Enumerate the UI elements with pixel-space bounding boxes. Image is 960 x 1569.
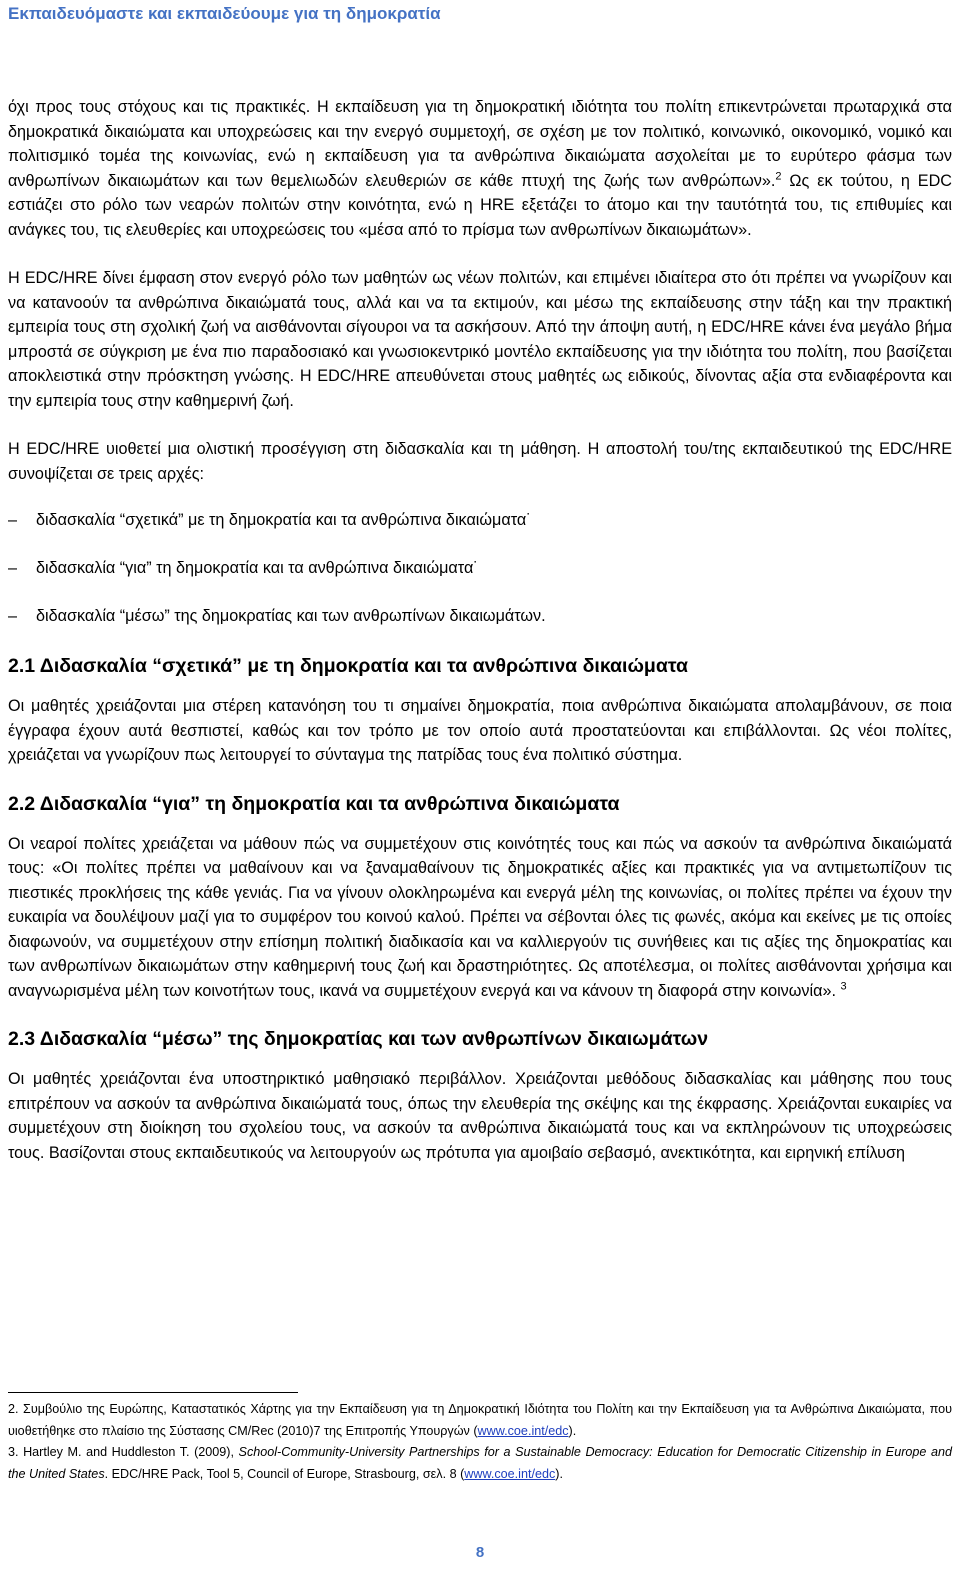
paragraph-1 <box>8 95 952 242</box>
footnotes <box>8 1392 952 1485</box>
footnote-3-title: School-Community-University Partnerships for a Sustainable Democracy: Education for Democratic Citizenship in Europe and the United States <box>8 1445 952 1481</box>
footnote-2-link[interactable]: www.coe.int/edc <box>477 1423 569 1438</box>
footnote-ref-2[interactable]: 2 <box>775 170 782 183</box>
footnote-separator <box>8 1392 298 1393</box>
page-content <box>8 95 952 1165</box>
section-2-1-text: Οι μαθητές χρειάζονται μια στέρεη κατανόηση του τι σημαίνει δημοκρατία, ποια ανθρώπινα δικαιώματα απολαμβάνουν, σε ποια έγγραφα έχουν αυτά θεσπιστεί, καθώς και τον τρόπο με τον οποίο αυτά προστατεύονται και επιβάλλονται. Ως νέοι πολίτες, χρειάζεται να γνωρίζουν πως λειτουργεί το σύνταγμα της πατρίδας τους ένα πολιτικό σύστημα. <box>8 697 952 764</box>
section-2-3-text: Οι μαθητές χρειάζονται ένα υποστηρικτικό μαθησιακό περιβάλλον. Χρειάζονται μεθόδους διδασκαλίας και μάθησης που τους επιτρέπουν να ασκούν τα ανθρώπινα δικαιώματά τους, όπως την ελευθερία της σκέψης και της έκφρασης. Χρειάζονται ευκαιρίες να συμμετέχουν στη διοίκηση του σχολείου τους, να ασκούν τα ανθρώπινα δικαιώματά τους και να εκπληρώνουν τις υποχρεώσεις τους. Βασίζονται στους εκπαιδευτικούς να λειτουργούν ως πρότυπα για αμοιβαίο σεβασμό, ανεκτικότητα, και ειρηνική επίλυση <box>8 1070 952 1162</box>
footnote-3: 3. Hartley M. and Huddleston T. (2009), School-Community-University Partnerships for a Sustainable Democracy: Education for Democratic Citizenship in Europe and the United States. EDC/HRE Pack, Tool 5, Council of Europe, Strasbourg, σελ. 8 (www.coe.int/edc). <box>8 1445 952 1481</box>
paragraph-1-text: όχι προς τους στόχους και τις πρακτικές. Η εκπαίδευση για τη δημοκρατική ιδιότητα του πολίτη επικεντρώνεται πρωταρχικά στα δημοκρατικά δικαιώματα και υποχρεώσεις και την ενεργό συμμετοχή, σε σχέση με τον πολιτικό, κοινωνικό, οικονομικό, νομικό και πολιτισμικό τομέα της κοινωνίας, ενώ η εκπαίδευση για τα ανθρώπινα δικαιώματα ασχολείται με το ευρύτερο φάσμα των ανθρωπίνων δικαιωμάτων και των θεμελιωδών ελευθεριών σε κάθε πτυχή της ζωής των ανθρώπων». <box>8 98 952 190</box>
paragraph-2: Η EDC/HRE δίνει έμφαση στον ενεργό ρόλο των μαθητών ως νέων πολιτών, και επιμένει ιδιαίτερα στο ότι πρέπει να γνωρίζουν και να κατανοούν τα ανθρώπινα δικαιώματά τους, αλλά και να τα εκτιμούν, και μέσω της εκπαίδευσης στην τάξη και την πρακτική εμπειρία τους στη σχολική ζωή να αισθάνονται σίγουροι να τα ασκήσουν. Από την άποψη αυτή, η EDC/HRE κάνει ένα μεγάλο βήμα μπροστά σε σύγκριση με ένα πιο παραδοσιακό και γνωσιοκεντρικό μοντέλο εκπαίδευσης για την ιδιότητα του πολίτη, που βασίζεται αποκλειστικά στην πρόσκτηση γνώσης. Η EDC/HRE απευθύνεται στους μαθητές ως ειδικούς, δίνοντας αξία στα ενδιαφέροντα και την εμπειρία τους στην καθημερινή ζωή. <box>8 269 952 410</box>
running-header: Εκπαιδευόμαστε και εκπαιδεύουμε για τη δημοκρατία <box>8 4 441 23</box>
section-heading-2-1: 2.1 Διδασκαλία “σχετικά” με τη δημοκρατία και τα ανθρώπινα δικαιώματα <box>8 655 688 677</box>
list-item: – διδασκαλία “για” τη δημοκρατία και τα ανθρώπινα δικαιώματα˙ <box>8 556 952 580</box>
dash-marker: – <box>8 559 18 577</box>
section-heading-2-3: 2.3 Διδασκαλία “μέσω” της δημοκρατίας και των ανθρωπίνων δικαιωμάτων <box>8 1028 709 1050</box>
dash-marker: – <box>8 511 18 529</box>
paragraph-1-tail: Ως εκ τούτου, η EDC εστιάζει στο ρόλο των νεαρών πολιτών στην κοινότητα, ενώ η HRE εξετάζει το άτομο και την ταυτότητά του, τις επιθυμίες και ανάγκες του, τις ελευθερίες και υποχρεώσεις του «μέσα από το πρίσμα των ανθρωπίνων δικαιωμάτων». <box>8 171 952 239</box>
list-item: – διδασκαλία “μέσω” της δημοκρατίας και των ανθρωπίνων δικαιωμάτων. <box>8 604 952 628</box>
paragraph-3: Η EDC/HRE υιοθετεί μια ολιστική προσέγγιση στη διδασκαλία και τη μάθηση. Η αποστολή του/της εκπαιδευτικού της EDC/HRE συνοψίζεται σε τρεις αρχές: <box>8 440 952 483</box>
section-2-2-text: Οι νεαροί πολίτες χρειάζεται να μάθουν πώς να συμμετέχουν στις κοινότητές τους και πώς να ασκούν τα ανθρώπινα δικαιώματά τους: «Οι πολίτες πρέπει να μαθαίνουν και να ξαναμαθαίνουν τις δημοκρατικές αξίες και πρακτικές για να αντιμετωπίζουν τις πιεστικές προκλήσεις της κάθε γενιάς. Για να γίνουν ολοκληρωμένα και ενεργά μέλη της κοινωνίας, οι πολίτες πρέπει να έχουν την ευκαιρία να δουλέψουν μαζί για το συμφέρον του κοινού καλού. Πρέπει να σέβονται όλες τις φωνές, ακόμα και εκείνες με τις οποίες διαφωνούν, να συμμετέχουν στην επίσημη πολιτική διαδικασία και να καλλιεργούν τις συνήθειες και τις αξίες της δημοκρατίας και των ανθρωπίνων δικαιωμάτων στην καθημερινή τους ζωή και δραστηριότητες. Ως αποτέλεσμα, οι πολίτες αισθάνονται χρήσιμα και αναγνωρισμένα μέλη των κοινοτήτων τους, ικανά να συμμετέχουν ενεργά και να κάνουν τη διαφορά στην κοινωνία». $^3$ <box>8 834 952 1000</box>
list-item: – διδασκαλία “σχετικά” με τη δημοκρατία και τα ανθρώπινα δικαιώματα˙ <box>8 508 952 532</box>
footnote-3-link[interactable]: www.coe.int/edc <box>464 1466 556 1481</box>
page-number: 8 <box>475 1544 485 1561</box>
footnote-2: 2. Συμβούλιο της Ευρώπης, Καταστατικός Χάρτης για την Εκπαίδευση για τη Δημοκρατική Ιδιότητα του Πολίτη και την Εκπαίδευση για τα Ανθρώπινα Δικαιώματα, που υιοθετήθηκε στο πλαίσιο της Σύστασης CM/Rec (2010)7 της Επιτροπής Υπουργών (www.coe.int/edc). <box>8 1402 952 1438</box>
footnote-ref-3[interactable]: 3 <box>840 980 847 993</box>
principles-list <box>8 508 952 628</box>
section-heading-2-2: 2.2 Διδασκαλία “για” τη δημοκρατία και τα ανθρώπινα δικαιώματα <box>8 792 620 815</box>
dash-marker: – <box>8 607 18 625</box>
